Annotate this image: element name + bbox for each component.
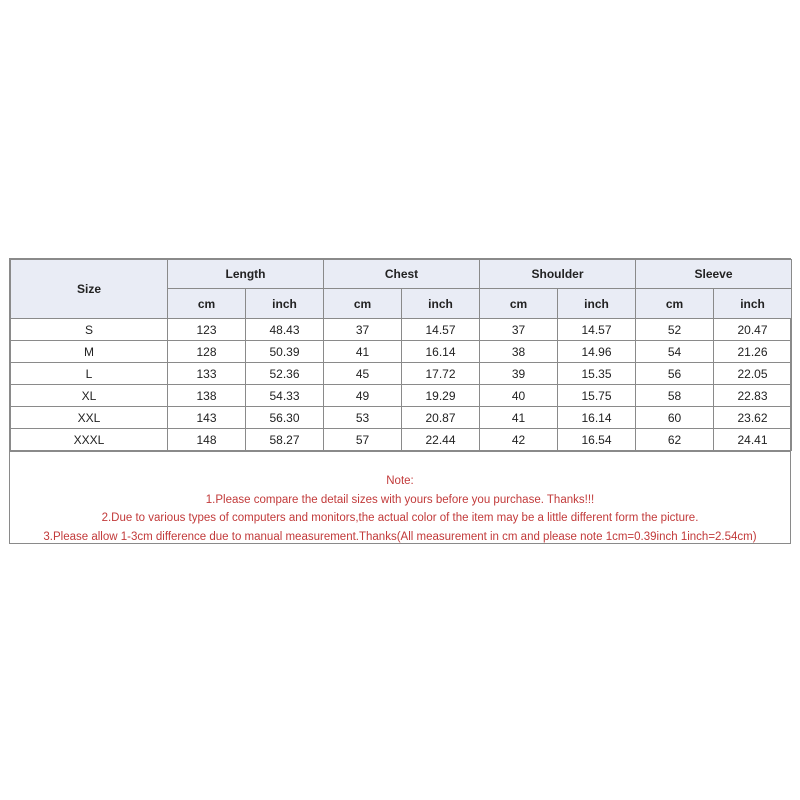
measurement-cell: 123 — [168, 319, 246, 341]
measurement-cell: 148 — [168, 429, 246, 451]
chest-cm-header: cm — [324, 289, 402, 319]
measurement-cell: 22.83 — [714, 385, 792, 407]
note-line-2: 2.Due to various types of computers and monitors,the actual color of the item may be a little different form the picture. — [101, 512, 699, 524]
measurement-cell: 133 — [168, 363, 246, 385]
shoulder-inch-header: inch — [558, 289, 636, 319]
measurement-cell: 20.87 — [402, 407, 480, 429]
measurement-cell: 16.54 — [558, 429, 636, 451]
measurement-cell: 45 — [324, 363, 402, 385]
size-chart — [9, 258, 791, 544]
table-row — [11, 363, 792, 385]
measurement-cell: 49 — [324, 385, 402, 407]
measurement-cell: 23.62 — [714, 407, 792, 429]
chest-header: Chest — [324, 260, 480, 289]
size-cell: XL — [11, 385, 168, 407]
size-cell: XXL — [11, 407, 168, 429]
measurement-cell: 16.14 — [558, 407, 636, 429]
measurement-cell: 15.75 — [558, 385, 636, 407]
length-inch-header: inch — [246, 289, 324, 319]
measurement-cell: 39 — [480, 363, 558, 385]
measurement-cell: 52 — [636, 319, 714, 341]
size-cell: M — [11, 341, 168, 363]
measurement-cell: 14.57 — [558, 319, 636, 341]
measurement-cell: 22.05 — [714, 363, 792, 385]
measurement-cell: 50.39 — [246, 341, 324, 363]
measurement-cell: 60 — [636, 407, 714, 429]
size-cell: L — [11, 363, 168, 385]
measurement-cell: 62 — [636, 429, 714, 451]
length-header: Length — [168, 260, 324, 289]
table-row — [11, 341, 792, 363]
measurement-cell: 56.30 — [246, 407, 324, 429]
table-body — [11, 319, 792, 451]
measurement-cell: 24.41 — [714, 429, 792, 451]
measurement-cell: 15.35 — [558, 363, 636, 385]
chest-inch-header: inch — [402, 289, 480, 319]
note-line-3: 3.Please allow 1-3cm difference due to manual measurement.Thanks(All measurement in cm and please note 1cm=0.39inch 1inch=2.54cm) — [43, 530, 757, 543]
measurement-cell: 19.29 — [402, 385, 480, 407]
sleeve-inch-header: inch — [714, 289, 792, 319]
measurement-cell: 48.43 — [246, 319, 324, 341]
table-row — [11, 385, 792, 407]
measurement-cell: 42 — [480, 429, 558, 451]
sleeve-cm-header: cm — [636, 289, 714, 319]
measurement-cell: 38 — [480, 341, 558, 363]
table-row — [11, 407, 792, 429]
table-row — [11, 319, 792, 341]
measurement-cell: 41 — [324, 341, 402, 363]
measurement-cell: 58.27 — [246, 429, 324, 451]
shoulder-cm-header: cm — [480, 289, 558, 319]
measurement-cell: 52.36 — [246, 363, 324, 385]
note-line-1: 1.Please compare the detail sizes with yours before you purchase. Thanks!!! — [205, 493, 595, 506]
length-cm-header: cm — [168, 289, 246, 319]
measurement-cell: 14.96 — [558, 341, 636, 363]
shoulder-header: Shoulder — [480, 260, 636, 289]
measurement-cell: 143 — [168, 407, 246, 429]
measurement-cell: 56 — [636, 363, 714, 385]
measurement-cell: 16.14 — [402, 341, 480, 363]
sleeve-header: Sleeve — [636, 260, 792, 289]
measurement-cell: 58 — [636, 385, 714, 407]
measurement-cell: 14.57 — [402, 319, 480, 341]
measurement-cell: 54.33 — [246, 385, 324, 407]
table-row — [11, 429, 792, 451]
measurement-cell: 54 — [636, 341, 714, 363]
measurement-cell: 37 — [480, 319, 558, 341]
measurement-cell: 41 — [480, 407, 558, 429]
size-column-header: Size — [11, 260, 168, 319]
size-cell: S — [11, 319, 168, 341]
measurement-cell: 138 — [168, 385, 246, 407]
measurement-cell: 20.47 — [714, 319, 792, 341]
measurement-cell: 40 — [480, 385, 558, 407]
measurement-cell: 21.26 — [714, 341, 792, 363]
header-group-row — [11, 260, 792, 289]
measurement-cell: 128 — [168, 341, 246, 363]
note-title: Note: — [386, 475, 414, 487]
note-section — [10, 451, 790, 543]
measurement-cell: 37 — [324, 319, 402, 341]
measurement-cell: 17.72 — [402, 363, 480, 385]
measurement-cell: 57 — [324, 429, 402, 451]
measurement-cell: 22.44 — [402, 429, 480, 451]
measurement-cell: 53 — [324, 407, 402, 429]
size-table — [10, 259, 792, 451]
size-cell: XXXL — [11, 429, 168, 451]
